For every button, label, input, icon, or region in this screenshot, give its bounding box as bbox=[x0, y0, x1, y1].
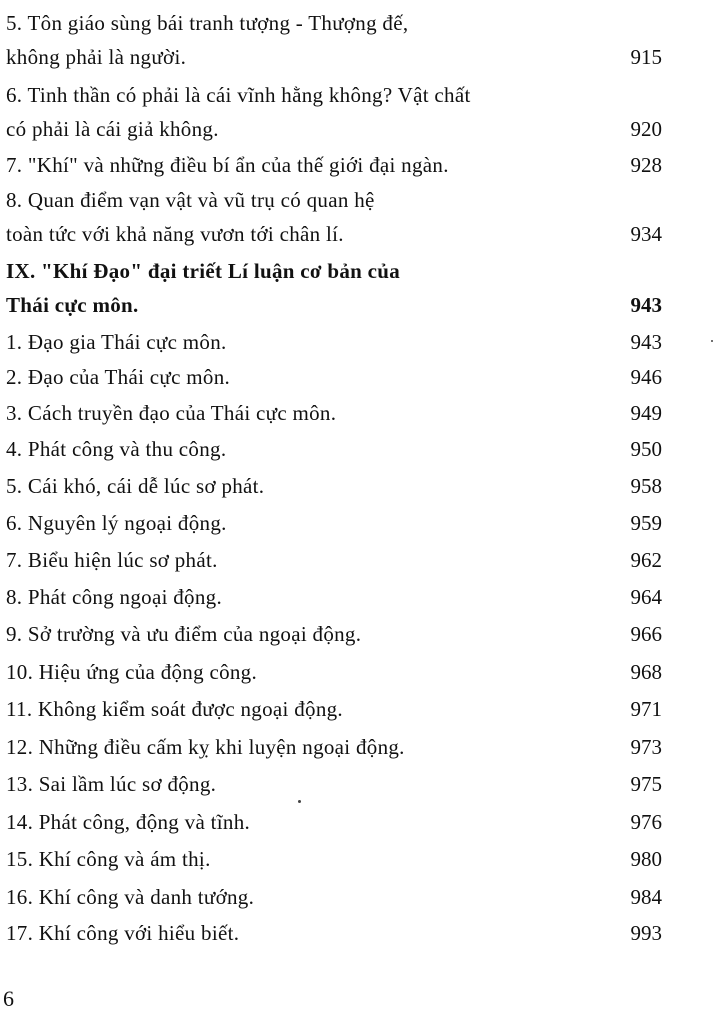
toc-page-number: 946 bbox=[630, 365, 662, 389]
page-number: 6 bbox=[3, 986, 14, 1011]
toc-entry-line bbox=[6, 580, 662, 614]
toc-entry-line bbox=[6, 880, 662, 914]
toc-entry-line bbox=[6, 543, 662, 577]
toc-entry-line bbox=[6, 148, 662, 182]
toc-entry bbox=[6, 842, 662, 876]
toc-entry bbox=[6, 767, 662, 801]
toc-entry bbox=[6, 148, 662, 182]
toc-entry-line bbox=[6, 6, 662, 40]
toc-entry bbox=[6, 6, 662, 74]
toc-page-number: 943 bbox=[630, 330, 662, 354]
toc-entry-title: không phải là người. bbox=[6, 45, 187, 69]
scan-speck bbox=[298, 800, 301, 803]
toc-page-number: 973 bbox=[630, 735, 662, 759]
toc-entry-line bbox=[6, 183, 662, 217]
toc-page-number: 971 bbox=[630, 697, 662, 721]
toc-entry bbox=[6, 580, 662, 614]
toc-page-number: 950 bbox=[630, 437, 662, 461]
toc-entry-line bbox=[6, 617, 662, 651]
toc-entry bbox=[6, 432, 662, 466]
toc-entry-line bbox=[6, 916, 662, 950]
toc-entry-title: 2. Đạo của Thái cực môn. bbox=[6, 365, 231, 389]
toc-entry-title: 3. Cách truyền đạo của Thái cực môn. bbox=[6, 401, 337, 425]
toc-entry-title: 14. Phát công, động và tĩnh. bbox=[6, 810, 251, 834]
toc-entry-title: 4. Phát công và thu công. bbox=[6, 437, 227, 461]
toc-entry bbox=[6, 805, 662, 839]
toc-entry-line bbox=[6, 767, 662, 801]
toc-entry bbox=[6, 325, 662, 359]
toc-entry-line bbox=[6, 325, 662, 359]
toc-entry bbox=[6, 543, 662, 577]
toc-entry-line bbox=[6, 112, 662, 146]
toc-entry-title: IX. "Khí Đạo" đại triết Lí luận cơ bản của bbox=[6, 259, 401, 283]
toc-entry bbox=[6, 730, 662, 764]
toc-entry-title: 16. Khí công và danh tướng. bbox=[6, 885, 255, 909]
scan-speck bbox=[711, 340, 713, 342]
toc-entry-line bbox=[6, 40, 662, 74]
toc-page-number: 993 bbox=[630, 921, 662, 945]
toc-page-number: 984 bbox=[630, 885, 662, 909]
toc-entry-line bbox=[6, 692, 662, 726]
toc-entry-title: 11. Không kiểm soát được ngoại động. bbox=[6, 697, 343, 721]
toc-entry bbox=[6, 692, 662, 726]
toc-entry-line bbox=[6, 360, 662, 394]
toc-page-number: 975 bbox=[630, 772, 662, 796]
toc-entry bbox=[6, 880, 662, 914]
toc-entry-title: 13. Sai lầm lúc sơ động. bbox=[6, 772, 217, 796]
toc-page-number: 943 bbox=[630, 293, 662, 317]
toc-entry-title: 17. Khí công với hiểu biết. bbox=[6, 921, 240, 945]
toc-entry bbox=[6, 916, 662, 950]
toc-entry-line bbox=[6, 288, 662, 322]
toc-entry-title: 8. Quan điểm vạn vật và vũ trụ có quan hệ bbox=[6, 188, 375, 212]
toc-entry-line bbox=[6, 469, 662, 503]
toc-entry-line bbox=[6, 254, 662, 288]
toc-page-number: 958 bbox=[630, 474, 662, 498]
toc-page-number: 934 bbox=[630, 222, 662, 246]
toc-entry-title: 1. Đạo gia Thái cực môn. bbox=[6, 330, 227, 354]
toc-page-number: 949 bbox=[630, 401, 662, 425]
toc-entry-line bbox=[6, 730, 662, 764]
toc-entry bbox=[6, 617, 662, 651]
toc-page-number: 980 bbox=[630, 847, 662, 871]
toc-page-number: 920 bbox=[630, 117, 662, 141]
toc-entry-title: 6. Nguyên lý ngoại động. bbox=[6, 511, 227, 535]
toc-entry-title: 15. Khí công và ám thị. bbox=[6, 847, 211, 871]
toc-page-number: 968 bbox=[630, 660, 662, 684]
toc-entry-title: 10. Hiệu ứng của động công. bbox=[6, 660, 258, 684]
toc-page-number: 976 bbox=[630, 810, 662, 834]
toc-entry-title: có phải là cái giả không. bbox=[6, 117, 219, 141]
toc-entry-line bbox=[6, 217, 662, 251]
toc-entry bbox=[6, 469, 662, 503]
toc-entry-title: 12. Những điều cấm kỵ khi luyện ngoại động. bbox=[6, 735, 405, 759]
toc-entry-title: 6. Tinh thần có phải là cái vĩnh hằng không? Vật chất bbox=[6, 83, 471, 107]
toc-entry-line bbox=[6, 655, 662, 689]
toc-page-number: 928 bbox=[630, 153, 662, 177]
toc-page-number: 964 bbox=[630, 585, 662, 609]
toc-entry-title: 7. Biểu hiện lúc sơ phát. bbox=[6, 548, 218, 572]
toc-entry bbox=[6, 396, 662, 430]
toc-page-number: 966 bbox=[630, 622, 662, 646]
toc-entry bbox=[6, 506, 662, 540]
toc-entry-line bbox=[6, 396, 662, 430]
toc-entry bbox=[6, 183, 662, 251]
toc-entry-line bbox=[6, 842, 662, 876]
section-heading-entry bbox=[6, 254, 662, 322]
toc-entry-line bbox=[6, 805, 662, 839]
toc-entry-title: 5. Cái khó, cái dễ lúc sơ phát. bbox=[6, 474, 265, 498]
toc-page-number: 915 bbox=[630, 45, 662, 69]
toc-page-number: 959 bbox=[630, 511, 662, 535]
toc-entry-title: 8. Phát công ngoại động. bbox=[6, 585, 223, 609]
toc-entry-title: toàn tức với khả năng vươn tới chân lí. bbox=[6, 222, 344, 246]
toc-entry bbox=[6, 655, 662, 689]
toc-page-number: 962 bbox=[630, 548, 662, 572]
toc-entry-title: Thái cực môn. bbox=[6, 293, 139, 317]
toc-entry-line bbox=[6, 78, 662, 112]
toc-entry-line bbox=[6, 506, 662, 540]
toc-entry bbox=[6, 78, 662, 146]
toc-entry bbox=[6, 360, 662, 394]
toc-entry-title: 7. "Khí" và những điều bí ẩn của thế giới đại ngàn. bbox=[6, 153, 449, 177]
toc-entry-title: 5. Tôn giáo sùng bái tranh tượng - Thượng đế, bbox=[6, 11, 409, 35]
toc-entry-line bbox=[6, 432, 662, 466]
toc-entry-title: 9. Sở trường và ưu điểm của ngoại động. bbox=[6, 622, 362, 646]
